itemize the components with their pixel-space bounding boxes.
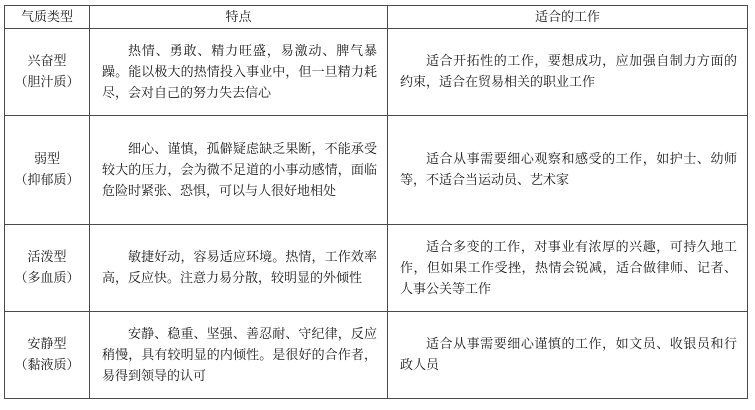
suitable-jobs-cell: 适合开拓性的工作，要想成功，应加强自制力方面的约束，适合在贸易相关的职业工作 — [388, 29, 748, 116]
temperament-type-cell — [5, 312, 90, 399]
header-temperament-type: 气质类型 — [5, 6, 90, 29]
suitable-jobs-cell: 适合多变的工作，对事业有浓厚的兴趣，可持久地工作，但如果工作受挫，热情会锐减，适合做律师、记者、人事公关等工作 — [388, 225, 748, 312]
temperament-type-alias: （胆汁质） — [14, 75, 80, 90]
temperament-type-cell — [5, 29, 90, 116]
temperament-type-name: 兴奋型 — [27, 54, 67, 69]
temperament-type-alias: （多血质） — [14, 271, 80, 286]
temperament-type-name: 活泼型 — [27, 250, 67, 265]
temperament-table — [4, 5, 748, 399]
temperament-type-cell — [5, 225, 90, 312]
table-row — [5, 312, 748, 399]
header-traits: 特点 — [90, 6, 388, 29]
temperament-type-alias: （抑郁质） — [14, 173, 80, 188]
traits-cell: 细心、谨慎，孤僻疑虑缺乏果断，不能承受较大的压力，会为微不足道的小事动感情，面临危险时紧张、恐惧，可以与人很好地相处 — [90, 116, 388, 225]
temperament-type-name: 安静型 — [27, 337, 67, 352]
suitable-jobs-cell: 适合从事需要细心观察和感受的工作，如护士、幼师等，不适合当运动员、艺术家 — [388, 116, 748, 225]
traits-cell: 热情、勇敢、精力旺盛，易激动、脾气暴躁。能以极大的热情投入事业中，但一旦精力耗尽，会对自己的努力失去信心 — [90, 29, 388, 116]
table-header-row — [5, 6, 748, 29]
temperament-type-cell — [5, 116, 90, 225]
temperament-type-alias: （黏液质） — [14, 358, 80, 373]
table-row — [5, 225, 748, 312]
traits-cell: 敏捷好动，容易适应环境。热情，工作效率高，反应快。注意力易分散，较明显的外倾性 — [90, 225, 388, 312]
suitable-jobs-cell: 适合从事需要细心谨慎的工作，如文员、收银员和行政人员 — [388, 312, 748, 399]
table-row — [5, 29, 748, 116]
temperament-type-name: 弱型 — [33, 152, 60, 167]
traits-cell: 安静、稳重、坚强、善忍耐、守纪律，反应稍慢，具有较明显的内倾性。是很好的合作者，易得到领导的认可 — [90, 312, 388, 399]
table-row — [5, 116, 748, 225]
header-suitable-jobs: 适合的工作 — [388, 6, 748, 29]
